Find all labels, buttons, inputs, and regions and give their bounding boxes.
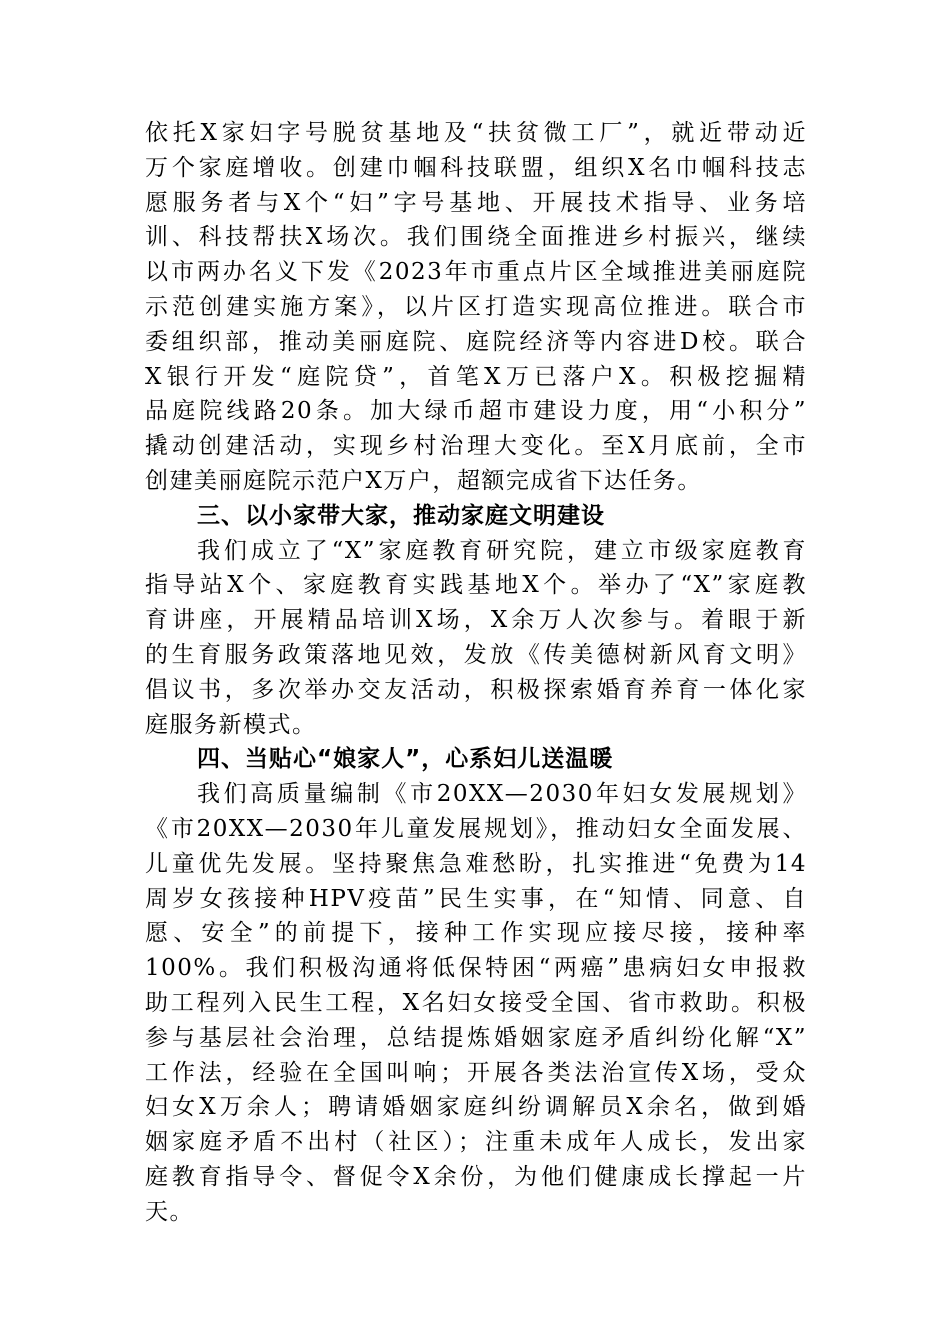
section-heading: 三、以小家带大家，推动家庭文明建设 (197, 502, 605, 529)
body-line: 愿、安全”的前提下，接种工作实现应接尽接，接种率 (145, 920, 807, 947)
body-line: 创建美丽庭院示范户X万户，超额完成省下达任务。 (145, 467, 702, 494)
body-line: 工作法，经验在全国叫响；开展各类法治宣传X场，受众 (145, 1059, 807, 1086)
body-line: 愿服务者与X个“妇”字号基地、开展技术指导、业务培 (145, 189, 807, 216)
body-line: 以市两办名义下发《2023年市重点片区全域推进美丽庭院 (145, 259, 807, 286)
body-line: 《市20XX—2030年儿童发展规划》，推动妇女全面发展、 (145, 815, 807, 842)
body-line: 万个家庭增收。创建巾帼科技联盟，组织X名巾帼科技志 (145, 154, 807, 181)
body-line: 庭教育指导令、督促令X余份，为他们健康成长撑起一片 (145, 1163, 807, 1190)
body-line: 训、科技帮扶X场次。我们围绕全面推进乡村振兴，继续 (145, 224, 807, 251)
body-line: 周岁女孩接种HPV疫苗”民生实事，在“知情、同意、自 (145, 885, 807, 912)
body-line: 指导站X个、家庭教育实践基地X个。举办了“X”家庭教 (145, 572, 807, 599)
body-line: 委组织部，推动美丽庭院、庭院经济等内容进D校。联合 (145, 328, 807, 355)
body-line: 倡议书，多次举办交友活动，积极探索婚育养育一体化家 (145, 676, 807, 703)
body-line: 的生育服务政策落地见效，发放《传美德树新风育文明》 (145, 641, 807, 668)
body-line: 100%。我们积极沟通将低保特困“两癌”患病妇女申报救 (145, 955, 807, 982)
body-line: 品庭院线路20条。加大绿币超市建设力度，用“小积分” (145, 398, 807, 425)
body-line: 示范创建实施方案》，以片区打造实现高位推进。联合市 (145, 293, 807, 320)
body-line: X银行开发“庭院贷”，首笔X万已落户X。积极挖掘精 (145, 363, 807, 390)
body-line: 我们成立了“X”家庭教育研究院，建立市级家庭教育 (197, 537, 807, 564)
body-line: 我们高质量编制《市20XX—2030年妇女发展规划》 (197, 781, 807, 808)
body-line: 庭服务新模式。 (145, 711, 317, 738)
body-line: 参与基层社会治理，总结提炼婚姻家庭矛盾纠纷化解“X” (145, 1024, 807, 1051)
document-body (145, 116, 807, 1230)
section-2-continuation (145, 116, 807, 499)
body-line: 撬动创建活动，实现乡村治理大变化。至X月底前，全市 (145, 433, 807, 460)
body-line: 儿童优先发展。坚持聚焦急难愁盼，扎实推进“免费为14 (145, 850, 807, 877)
body-line: 天。 (145, 1198, 194, 1225)
section-heading: 四、当贴心“娘家人”，心系妇儿送温暖 (197, 746, 614, 773)
body-line: 依托X家妇字号脱贫基地及“扶贫微工厂”，就近带动近 (145, 120, 807, 146)
section-4 (145, 742, 807, 1229)
body-line: 妇女X万余人；聘请婚姻家庭纠纷调解员X余名，做到婚 (145, 1094, 807, 1121)
body-line: 姻家庭矛盾不出村（社区）；注重未成年人成长，发出家 (145, 1129, 807, 1156)
body-line: 助工程列入民生工程，X名妇女接受全国、省市救助。积极 (145, 989, 807, 1016)
section-3 (145, 499, 807, 743)
body-line: 育讲座，开展精品培训X场，X余万人次参与。着眼于新 (145, 607, 807, 634)
